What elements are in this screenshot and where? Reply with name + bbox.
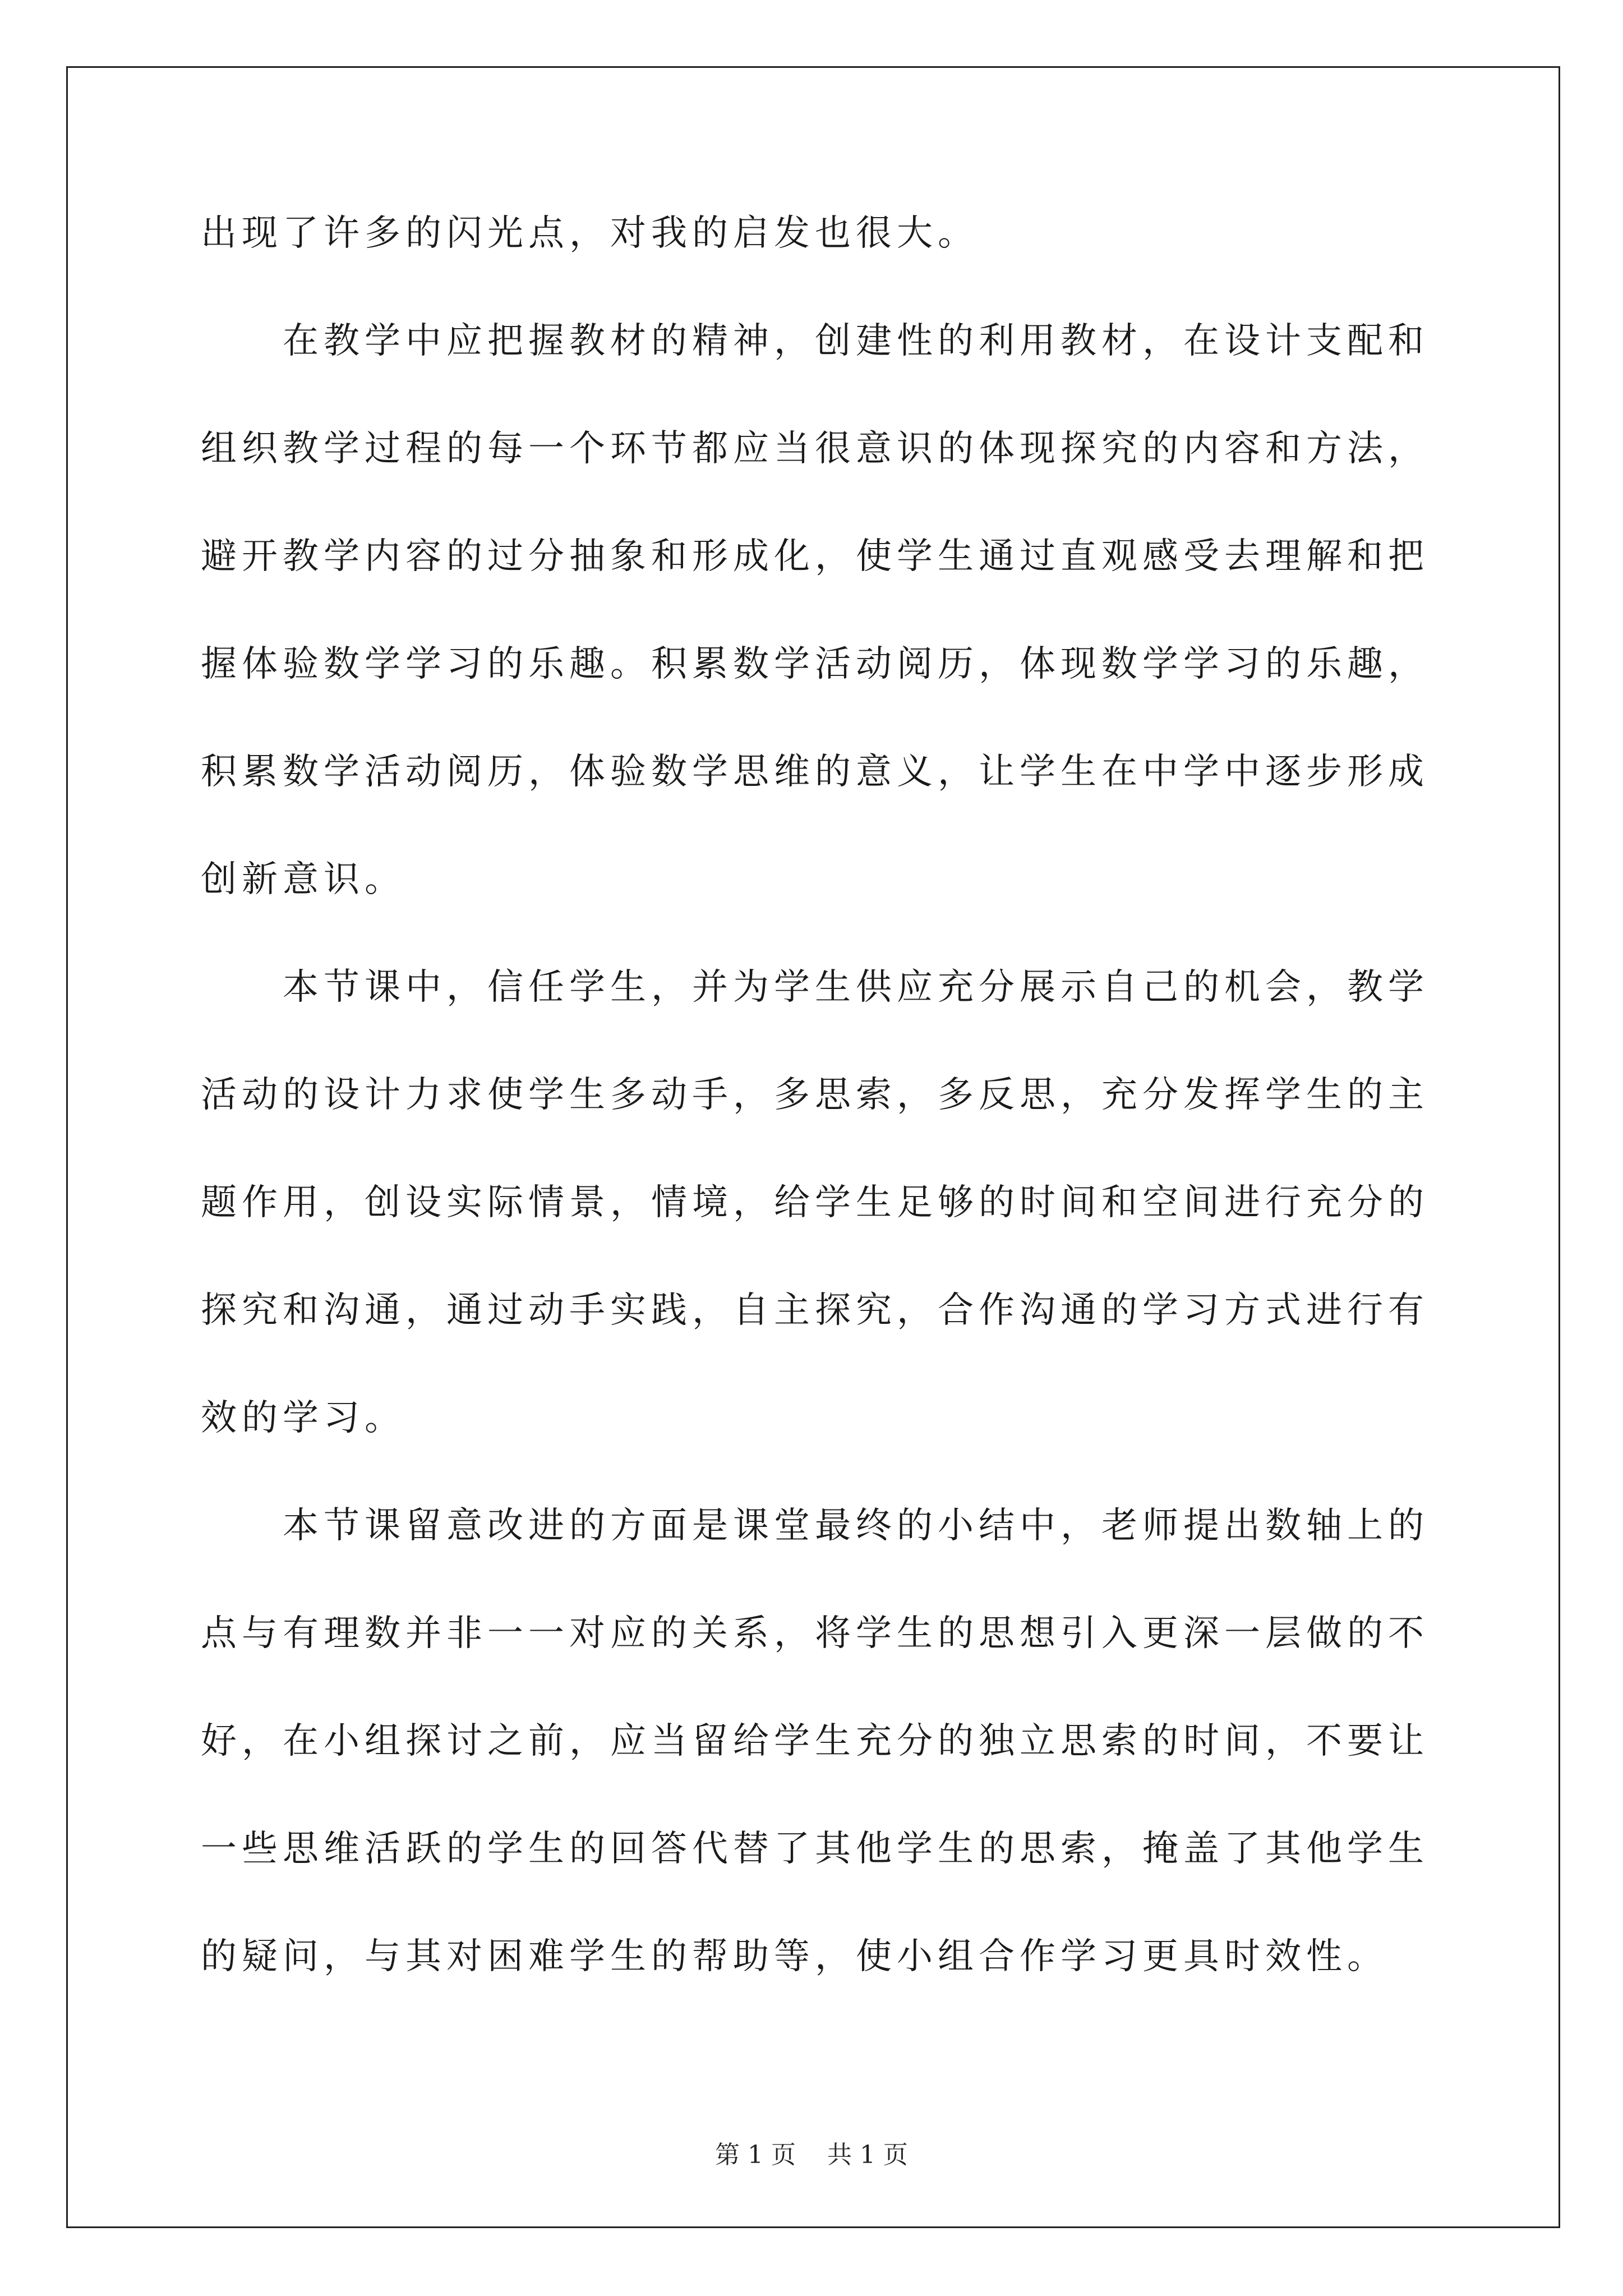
text-line: 积累数学活动阅历，体验数学思维的意义，让学生在中学中逐步形成 [201, 751, 1429, 793]
text-line: 效的学习。 [201, 1397, 405, 1439]
text-line: 活动的设计力求使学生多动手，多思索，多反思，充分发挥学生的主 [201, 1074, 1429, 1116]
text-line: 本节课中，信任学生，并为学生供应充分展示自己的机会，教学 [283, 967, 1429, 1008]
document-body [201, 202, 1429, 2033]
text-line: 避开教学内容的过分抽象和形成化，使学生通过直观感受去理解和把 [201, 536, 1429, 577]
text-line: 一些思维活跃的学生的回答代替了其他学生的思索，掩盖了其他学生 [201, 1828, 1429, 1870]
text-line: 点与有理数并非一一对应的关系，将学生的思想引入更深一层做的不 [201, 1613, 1429, 1654]
text-line: 好，在小组探讨之前，应当留给学生充分的独立思索的时间，不要让 [201, 1720, 1429, 1762]
text-line: 探究和沟通，通过动手实践，自主探究，合作沟通的学习方式进行有 [201, 1290, 1429, 1331]
text-line: 组织教学过程的每一个环节都应当很意识的体现探究的内容和方法， [201, 428, 1429, 470]
text-line: 创新意识。 [201, 859, 405, 900]
text-line: 的疑问，与其对困难学生的帮助等，使小组合作学习更具时效性。 [201, 1936, 1388, 1977]
text-line: 题作用，创设实际情景，情境，给学生足够的时间和空间进行充分的 [201, 1182, 1429, 1223]
text-line: 出现了许多的闪光点，对我的启发也很大。 [201, 213, 979, 254]
text-line: 在教学中应把握教材的精神，创建性的利用教材，在设计支配和 [283, 320, 1429, 362]
text-line: 握体验数学学习的乐趣。积累数学活动阅历，体现数学学习的乐趣， [201, 643, 1429, 685]
page-number-footer: 第 1 页 共 1 页 [715, 2141, 908, 2169]
text-line: 本节课留意改进的方面是课堂最终的小结中，老师提出数轴上的 [283, 1505, 1429, 1547]
